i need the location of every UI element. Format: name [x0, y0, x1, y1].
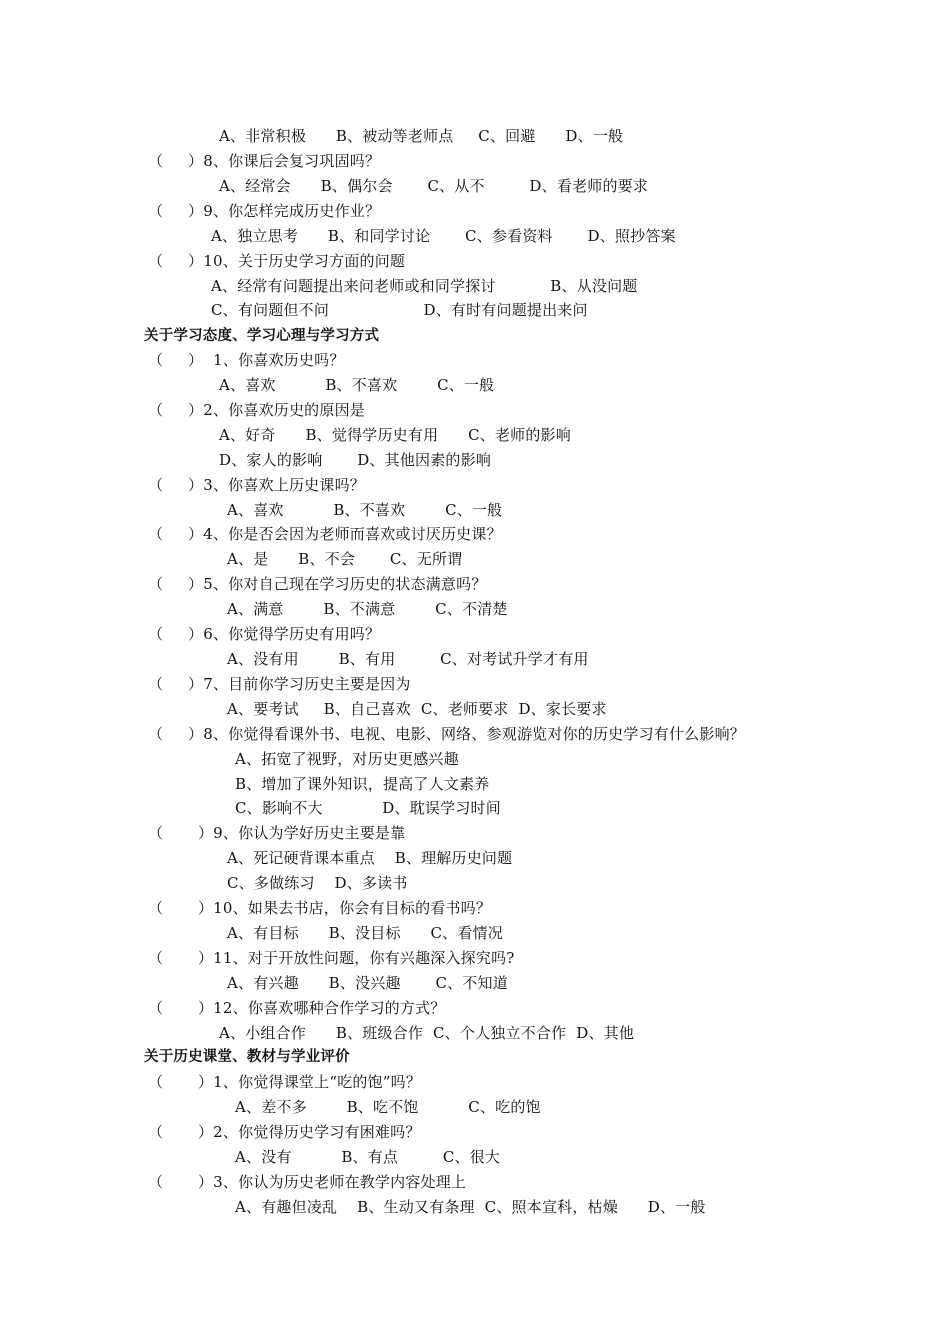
option-line: A、没有用 B、有用 C、对考试升学才有用	[227, 650, 589, 668]
option-line: A、有目标 B、没目标 C、看情况	[227, 924, 503, 942]
option-line: A、经常有问题提出来问老师或和同学探讨 B、从没问题	[211, 277, 638, 295]
option-line: D、家人的影响 D、其他因素的影响	[219, 451, 492, 469]
question-line: （ ）9、你怎样完成历史作业？	[148, 202, 381, 220]
option-line: A、没有 B、有点 C、很大	[235, 1148, 501, 1166]
question-line: （ ）1、你觉得课堂上“吃的饱”吗？	[148, 1073, 422, 1091]
option-line: A、死记硬背课本重点 B、理解历史问题	[227, 849, 513, 867]
option-line: C、有问题但不问 D、有时有问题提出来问	[211, 301, 588, 319]
question-line: （ ）2、你觉得历史学习有困难吗？	[148, 1123, 421, 1141]
option-line: A、独立思考 B、和同学讨论 C、参看资料 D、照抄答案	[211, 227, 676, 245]
question-line: （ ）5、你对自己现在学习历史的状态满意吗？	[148, 575, 487, 593]
option-line: C、影响不大 D、耽误学习时间	[235, 799, 501, 817]
option-line: C、多做练习 D、多读书	[227, 874, 408, 892]
question-line: （ ）4、你是否会因为老师而喜欢或讨厌历史课？	[148, 525, 502, 543]
option-line: A、好奇 B、觉得学历史有用 C、老师的影响	[219, 426, 571, 444]
question-line: （ ）7、目前你学习历史主要是因为	[148, 675, 411, 693]
question-line: （ ）11、对于开放性问题，你有兴趣深入探究吗?	[148, 949, 515, 967]
section-title: 关于历史课堂、教材与学业评价	[144, 1049, 350, 1065]
option-line: A、拓宽了视野，对历史更感兴趣	[235, 750, 459, 768]
option-line: B、增加了课外知识，提高了人文素养	[235, 775, 490, 793]
option-line: A、要考试 B、自己喜欢 C、老师要求 D、家长要求	[227, 700, 607, 718]
question-line: （ ）12、你喜欢哪种合作学习的方式？	[148, 999, 446, 1017]
question-line: （ ）10、如果去书店，你会有目标的看书吗？	[148, 899, 492, 917]
section-title: 关于学习态度、学习心理与学习方式	[144, 328, 380, 344]
option-line: A、喜欢 B、不喜欢 C、一般	[219, 376, 495, 394]
question-line: （ ）3、你喜欢上历史课吗？	[148, 476, 365, 494]
option-line: A、是 B、不会 C、无所谓	[227, 550, 463, 568]
question-line: （ ）6、你觉得学历史有用吗？	[148, 625, 381, 643]
option-line: A、非常积极 B、被动等老师点 C、回避 D、一般	[219, 127, 624, 145]
option-line: A、差不多 B、吃不饱 C、吃的饱	[235, 1098, 541, 1116]
question-line: （ ）8、你课后会复习巩固吗？	[148, 152, 381, 170]
question-line: （ ）2、你喜欢历史的原因是	[148, 401, 365, 419]
question-line: （ ）9、你认为学好历史主要是靠	[148, 824, 406, 842]
option-line: A、有趣但凌乱 B、生动又有条理 C、照本宣科，枯燥 D、一般	[235, 1198, 706, 1216]
option-line: A、满意 B、不满意 C、不清楚	[227, 600, 508, 618]
option-line: A、喜欢 B、不喜欢 C、一般	[227, 501, 503, 519]
question-line: （ ）10、关于历史学习方面的问题	[148, 252, 406, 270]
question-line: （ ）8、你觉得看课外书、电视、电影、网络、参观游览对你的历史学习有什么影响？	[148, 725, 745, 743]
option-line: A、有兴趣 B、没兴趣 C、不知道	[227, 974, 508, 992]
question-line: （ ）3、你认为历史老师在教学内容处理上	[148, 1173, 467, 1191]
option-line: A、经常会 B、偶尔会 C、从不 D、看老师的要求	[219, 177, 649, 195]
question-line: （ ） 1、你喜欢历史吗？	[148, 351, 345, 369]
option-line: A、小组合作 B、班级合作 C、个人独立不合作 D、其他	[219, 1024, 635, 1042]
